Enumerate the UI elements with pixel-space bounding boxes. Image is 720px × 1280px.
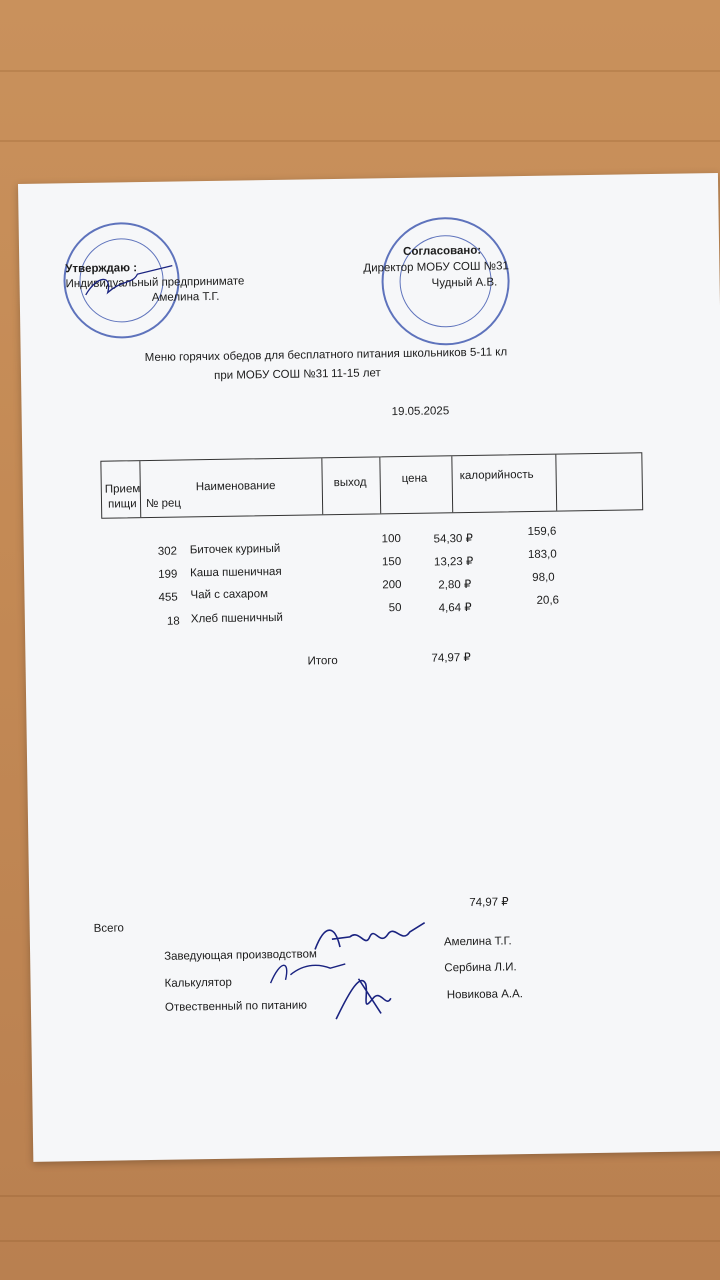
header-meal-1: Прием <box>104 483 141 496</box>
total-label: Итого <box>307 655 338 668</box>
menu-school: при МОБУ СОШ №31 <box>213 368 329 382</box>
row-cal: 183,0 <box>527 548 557 562</box>
row-price: 4,64 ₽ <box>438 601 472 615</box>
agreed-name: Чудный А.В. <box>431 276 498 290</box>
signature-name: Сербина Л.И. <box>444 961 517 975</box>
handwritten-signature-icon <box>330 968 401 1025</box>
menu-title: Меню горячих обедов для бесплатного питания школьников 5-11 кл <box>144 346 508 365</box>
row-cal: 20,6 <box>536 594 560 607</box>
row-rec: 199 <box>158 568 178 581</box>
row-rec: 455 <box>158 591 178 604</box>
agreed-position: Директор МОБУ СОШ №31 <box>363 260 509 275</box>
signature-name: Амелина Т.Г. <box>443 935 512 949</box>
row-price: 13,23 ₽ <box>433 555 474 569</box>
row-price: 54,30 ₽ <box>433 532 474 546</box>
row-name: Хлеб пшеничный <box>190 611 284 626</box>
header-cal: калорийность <box>459 468 534 483</box>
table-header <box>100 452 643 519</box>
row-name: Биточек куриный <box>189 542 281 557</box>
grand-total-label: Всего <box>93 922 124 935</box>
document-sheet <box>18 173 720 1162</box>
row-yield: 150 <box>381 556 402 569</box>
menu-age: 11-15 лет <box>330 367 381 381</box>
handwritten-signature-icon <box>77 264 178 306</box>
row-yield: 50 <box>388 602 402 615</box>
grand-total-value: 74,97 ₽ <box>469 896 509 909</box>
row-name: Чай с сахаром <box>190 588 269 602</box>
header-name: Наименование <box>195 479 276 494</box>
signature-role: Отвественный по питанию <box>164 999 308 1014</box>
header-yield: выход <box>333 476 367 490</box>
header-price: цена <box>401 472 428 486</box>
signature-name: Новикова А.А. <box>446 988 523 1002</box>
row-yield: 200 <box>382 579 402 592</box>
signature-role: Заведующая производством <box>164 948 317 963</box>
row-price: 2,80 ₽ <box>438 578 472 592</box>
total-value: 74,97 ₽ <box>431 651 471 665</box>
header-rec: № рец <box>145 497 182 511</box>
row-cal: 159,6 <box>527 525 557 539</box>
row-name: Каша пшеничная <box>190 565 282 580</box>
row-rec: 302 <box>157 545 178 558</box>
row-cal: 98,0 <box>532 571 555 584</box>
signature-role: Калькулятор <box>164 976 232 990</box>
menu-date: 19.05.2025 <box>391 405 450 419</box>
approve-title: Утверждаю : <box>65 262 138 276</box>
approve-position: Индивидуальный предпринимате <box>65 275 245 291</box>
header-meal-2: пищи <box>107 498 137 511</box>
agreed-title: Согласовано: <box>403 244 482 258</box>
approve-name: Амелина Т.Г. <box>151 290 220 304</box>
row-yield: 100 <box>381 533 401 546</box>
row-rec: 18 <box>166 615 180 628</box>
